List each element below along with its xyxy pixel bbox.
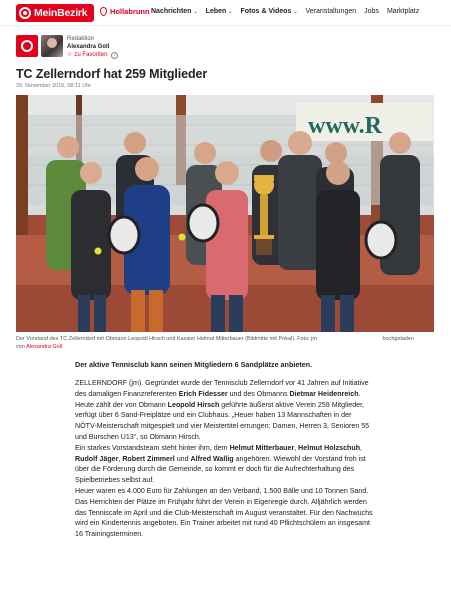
logo-mark-icon xyxy=(19,7,31,19)
nav-item-label: Nachrichten xyxy=(151,8,192,15)
info-icon[interactable]: i xyxy=(111,52,118,59)
nav-item-label: Marktplatz xyxy=(386,8,420,15)
page-title: TC Zellerndorf hat 259 Mitglieder xyxy=(16,67,208,81)
nav-item-label: Jobs xyxy=(364,8,379,15)
person-name: Erich Fidesser xyxy=(178,389,228,398)
publish-date: 29. November 2016, 08:11 Uhr xyxy=(16,83,92,89)
brand-logo[interactable] xyxy=(16,4,94,22)
nav-item-veranstaltungen[interactable] xyxy=(306,8,357,15)
pin-icon xyxy=(100,7,107,16)
paragraph-text: Ein starkes Vorstandsteam steht hinter ihm, dem xyxy=(75,443,230,452)
paragraph-text: Heuer waren es 4.000 Euro für Zahlungen an den Verband, 1.500 Bälle und 10 Tonnen Sand. Das Herrichten der Plätze im Frühjahr führt der Verein in Eigenregie durch. Alljährlich werden das Tenniscafe im April und die Club-Meisterschaft im August veranstaltet. Für den Nachwuchs wird ein Kindertennis angeboten. Ein Trainer arbeitet mit rund 40 Pflichtschülern an insgesamt 16 Trainingsterminen. xyxy=(75,486,373,539)
author-name[interactable]: Alexandra Goll xyxy=(67,44,110,50)
author-role: Redaktion xyxy=(67,36,95,42)
article-paragraph xyxy=(75,378,375,443)
location-selector[interactable] xyxy=(100,7,150,16)
svg-text:www.R: www.R xyxy=(308,113,383,139)
article-lead: Der aktive Tennisclub kann seinen Mitgliedern 6 Sandplätze anbieten. xyxy=(75,360,313,369)
chevron-down-icon: ⌄ xyxy=(193,8,198,15)
nav-item-fotos-videos[interactable] xyxy=(241,8,298,15)
paragraph-text: ZELLERNDORF (jm). Gegründet wurde der Tennisclub Zellerndorf vor 41 Jahren auf Initiative des damaligen Finanzreferenten xyxy=(75,379,369,398)
article-paragraph xyxy=(75,486,375,540)
paragraph-text: angehören. Wiewohl der Vorstand froh ist über die Förderung durch die Gemeinde, so kommt er doch für die Aufrechterhaltung des Spielbetriebes selbst auf. xyxy=(75,454,366,485)
main-menu xyxy=(151,8,427,15)
chevron-down-icon: ⌄ xyxy=(293,8,298,15)
caption-text: Der Vorstand des TC Zellerndorf mit Obmann Leopold Hirsch und Kassier Helmut Mitterbauer (Bildmitte mit Pokal). Foto: jm xyxy=(16,336,317,342)
nav-item-label: Leben xyxy=(205,8,227,15)
brand-name: MeinBezirk xyxy=(34,7,88,19)
person-name: Alfred Wallig xyxy=(190,454,234,463)
person-name: Dietmar Heidenreich xyxy=(289,389,359,398)
person-name: Robert Zimmerl xyxy=(122,454,175,463)
caption-prefix: von xyxy=(16,344,25,350)
nav-item-nachrichten[interactable] xyxy=(151,8,198,15)
photo-caption xyxy=(16,335,434,351)
logo-mark-icon xyxy=(21,40,33,52)
star-icon: ☆ xyxy=(67,52,73,58)
person-name: Rudolf Jäger xyxy=(75,454,119,463)
team-photo-image xyxy=(16,95,434,332)
top-navigation xyxy=(0,0,451,26)
paragraph-text: und xyxy=(174,454,191,463)
paragraph-text: , xyxy=(294,443,299,452)
person-name: Leopold Hirsch xyxy=(167,400,220,409)
nav-item-marktplatz[interactable] xyxy=(387,8,419,15)
chevron-down-icon: ⌄ xyxy=(228,8,233,15)
paragraph-text: , xyxy=(118,454,123,463)
article-paragraph xyxy=(75,443,375,486)
article-body xyxy=(75,378,375,540)
nav-item-leben[interactable] xyxy=(206,8,233,15)
paragraph-text: , xyxy=(360,443,363,452)
redaktion-logo xyxy=(16,35,38,57)
paragraph-text: geführte äußerst aktive Verein 259 Mitglieder, verfügt über 6 Sand-Freiplätze und ein Clubhaus. „Heuer haben 13 Mannschaften in der NÖTV-Meisterschaft mitgespielt und vier Meistertitel errungen: Damen, Herren 3, Senioren 55 und Burschen U13“, so Obmann Hirsch. xyxy=(75,400,370,441)
caption-uploaded: hochgeladen xyxy=(382,336,414,342)
nav-item-label: Veranstaltungen xyxy=(305,8,357,15)
person-name: Helmut Holzschuh xyxy=(298,443,361,452)
favorite-label: zu Favoriten xyxy=(74,52,108,58)
caption-author-link[interactable]: Alexandra Goll xyxy=(26,344,63,350)
avatar[interactable] xyxy=(41,35,63,57)
paragraph-text: . Heute zählt der von Obmann xyxy=(75,389,361,409)
paragraph-text: und des Obmanns xyxy=(227,389,290,398)
nav-item-jobs[interactable] xyxy=(364,8,379,15)
add-favorite-button[interactable] xyxy=(67,51,118,59)
person-name: Helmut Mitterbauer xyxy=(229,443,295,452)
location-label: Hollabrunn xyxy=(110,7,150,16)
author-block xyxy=(16,35,118,59)
nav-item-label: Fotos & Videos xyxy=(240,8,292,15)
article-photo[interactable] xyxy=(16,95,434,332)
